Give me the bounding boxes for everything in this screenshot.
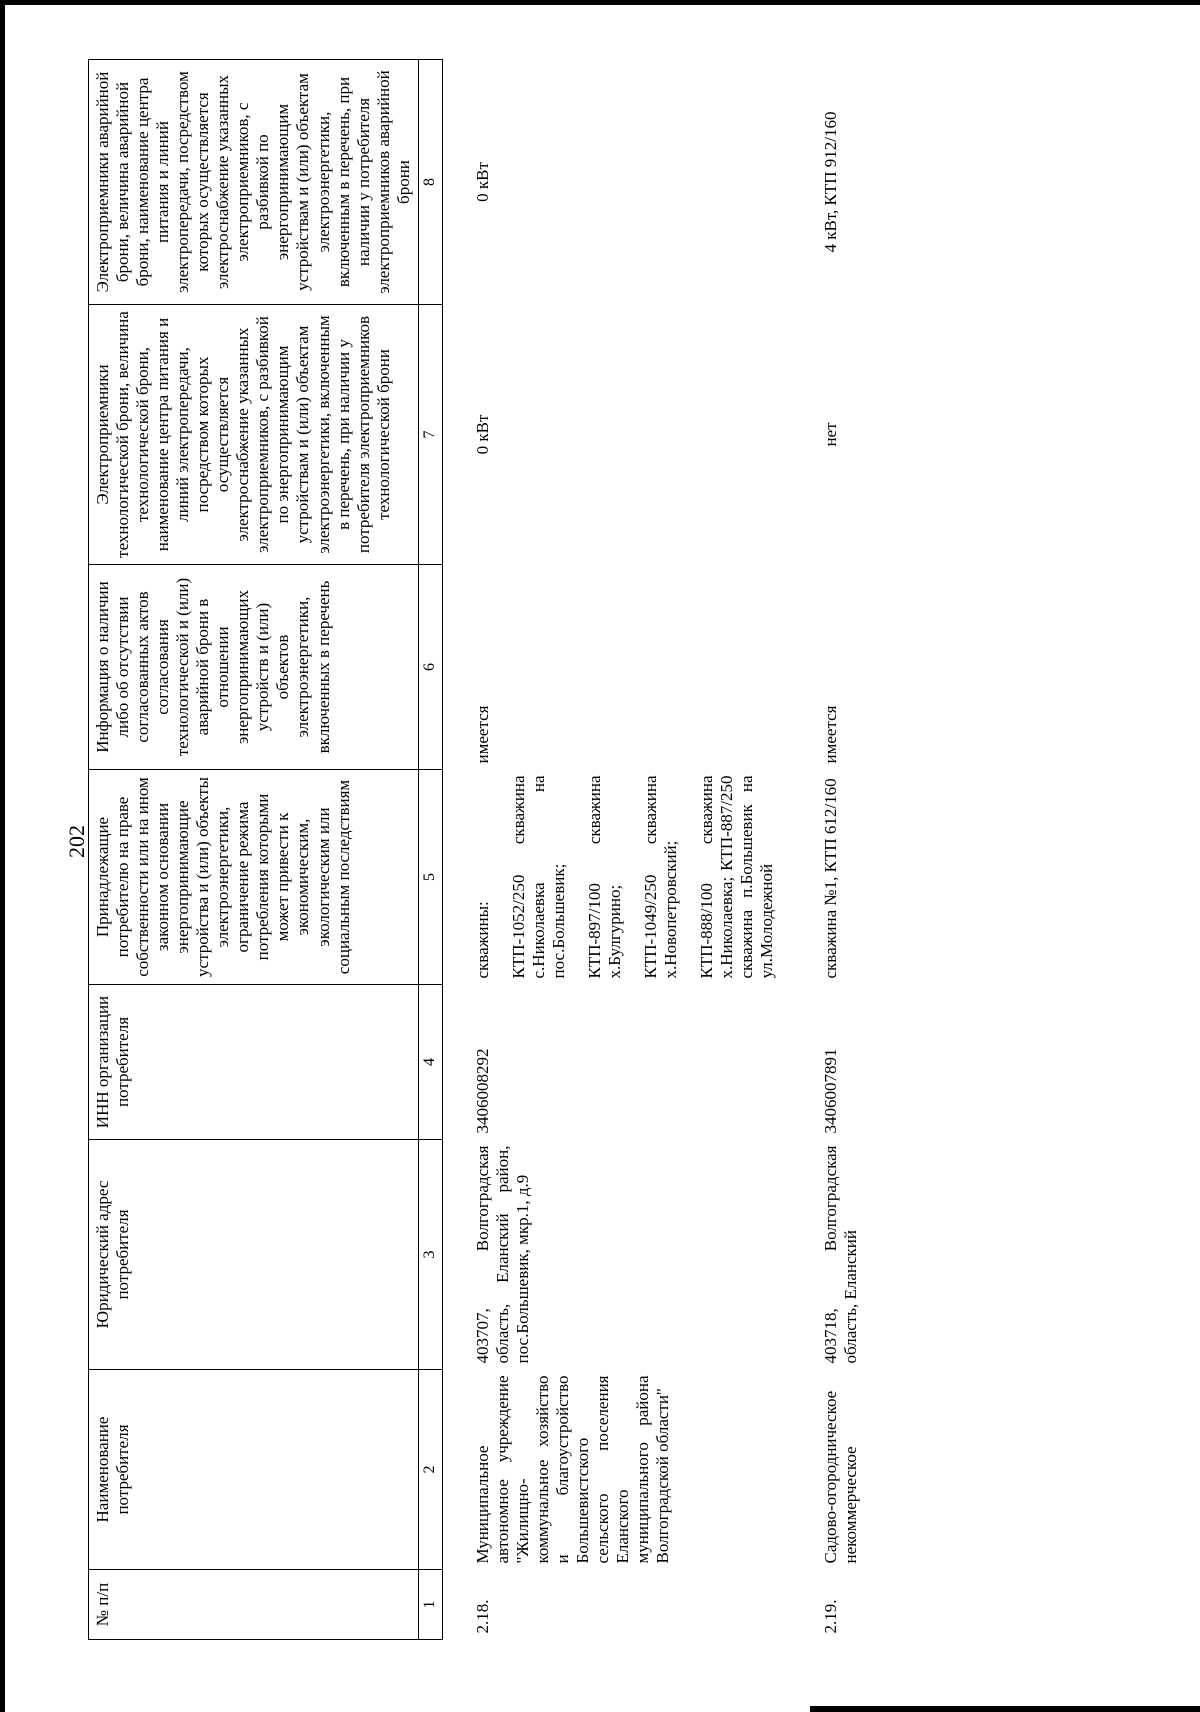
device-line: КТП-1049/250 скважина х.Новопетровский; — [640, 775, 680, 979]
device-line: скважины: — [472, 901, 492, 979]
consumer-name: Муниципальное автономное учреждение "Жилищно-коммунальное хозяйство и благоустройство Большевистского сельского поселения Еланского муниципального района Волгоградской области" — [472, 1375, 673, 1564]
emergency-reserve-value: 4 кВт, КТП 912/160 — [821, 111, 841, 253]
column-number: 4 — [418, 985, 442, 1140]
device-line: КТП-897/100 скважина х.Булгурино; — [584, 775, 624, 979]
rotated-page-content — [88, 60, 1168, 1640]
header-tech-reserve: Электроприемники технологической брони, величина технологической брони, наименование центра питания и линий электропередачи, посредством которых осуществляется электроснабжение указанных электроприемников, с разбивкой по энергопринимающим устройствам и (или) объектам электроэнергетики, включенным в перечень, при наличии у потребителя электроприемников технологической брони — [89, 305, 419, 565]
consumer-devices — [469, 770, 782, 985]
header-row — [89, 60, 419, 1640]
scan-edge-bottom — [810, 1706, 1200, 1712]
column-number: 8 — [418, 60, 442, 305]
header-inn: ИНН организации потребителя — [89, 985, 419, 1140]
device-line: скважина №1, КТП 612/160 — [821, 778, 841, 979]
header-acts: Информация о наличии либо об отсутствии согласованных актов согласования технологической и (или) аварийной брони в отношении энергопринимающих устройств и (или) объектов электроэнергетики, включенных в перечень — [89, 565, 419, 770]
consumer-name: Садово-огородническое некоммерческое — [821, 1390, 861, 1564]
table-row — [817, 60, 865, 1640]
acts-status: имеется — [821, 705, 841, 764]
column-number: 7 — [418, 305, 442, 565]
row-number: 2.19. — [821, 1599, 841, 1634]
row-number: 2.18. — [472, 1599, 492, 1634]
column-number: 1 — [418, 1570, 442, 1640]
header-devices: Принадлежащие потребителю на праве собственности или на ином законном основании энергопринимающие устройства и (или) объекты электроэнергетики, ограничение режима потребления которыми может привести к экономическим, экологическим или социальным последствиям — [89, 770, 419, 985]
column-number: 3 — [418, 1140, 442, 1370]
acts-status: имеется — [472, 705, 492, 764]
header-name: Наименование потребителя — [89, 1370, 419, 1570]
consumer-inn: 3406008292 — [472, 1048, 492, 1134]
header-emergency-reserve: Электроприемники аварийной брони, величина аварийной брони, наименование центра питания и линий электропередачи, посредством которых осуществляется электроснабжение указанных электроприемников, с разбивкой по энергопринимающим устройствам и (или) объектам электроэнергетики, включенным в перечень, при наличии у потребителя электроприемников аварийной брони — [89, 60, 419, 305]
scan-edge-top — [0, 0, 1200, 5]
header-num: № п/п — [89, 1570, 419, 1640]
device-line: КТП-888/100 скважина х.Николаевка; КТП-887/250 скважина п.Большевик на ул.Молодежной — [697, 775, 777, 979]
scan-edge-left — [0, 0, 5, 1712]
column-number: 6 — [418, 565, 442, 770]
header-address: Юридический адрес потребителя — [89, 1140, 419, 1370]
column-number: 2 — [418, 1370, 442, 1570]
column-number-row — [418, 60, 442, 1640]
emergency-reserve-value: 0 кВт — [472, 162, 492, 202]
consumer-address: 403707, Волгоградская область, Еланский район, пос.Большевик, мкр.1, д.9 — [472, 1145, 532, 1364]
consumer-table — [88, 59, 865, 1640]
device-line: КТП-1052/250 скважина с.Николаевка на пос.Большевик; — [508, 775, 568, 979]
column-number: 5 — [418, 770, 442, 985]
tech-reserve-value: нет — [821, 422, 841, 447]
consumer-inn: 3406007891 — [821, 1048, 841, 1134]
consumer-devices — [817, 770, 865, 985]
page-number: 202 — [64, 825, 89, 858]
consumer-address: 403718, Волгоградская область, Еланский — [821, 1145, 861, 1364]
tech-reserve-value: 0 кВт — [472, 414, 492, 455]
table-row — [469, 60, 782, 1640]
